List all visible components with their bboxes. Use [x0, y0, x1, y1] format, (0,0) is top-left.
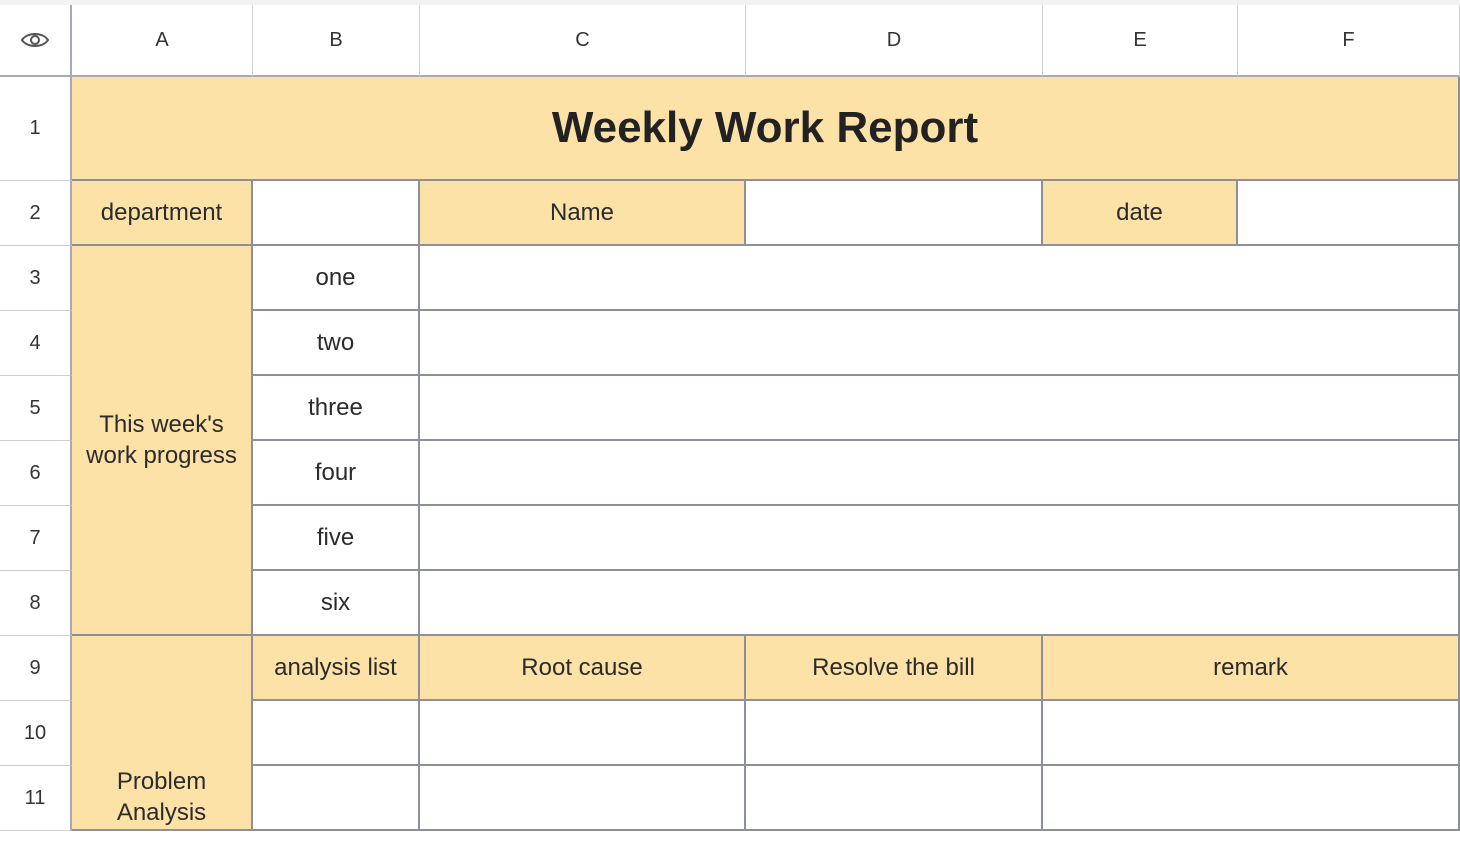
problem-analysis-label-cell[interactable]: Problem Analysis	[72, 636, 253, 831]
column-header-b[interactable]: B	[253, 5, 420, 77]
root-cause-cell[interactable]	[420, 766, 746, 831]
progress-detail-cell[interactable]	[420, 506, 1460, 571]
department-value-cell[interactable]	[253, 181, 420, 246]
row-header-7[interactable]: 7	[0, 506, 72, 571]
column-header-a[interactable]: A	[72, 5, 253, 77]
remark-header[interactable]: remark	[1043, 636, 1460, 701]
root-cause-header[interactable]: Root cause	[420, 636, 746, 701]
row-header-10[interactable]: 10	[0, 701, 72, 766]
name-value-cell[interactable]	[746, 181, 1043, 246]
row-header-3[interactable]: 3	[0, 246, 72, 311]
analysis-cell[interactable]	[253, 766, 420, 831]
progress-label-cell[interactable]: This week's work progress	[72, 246, 253, 636]
progress-item-cell[interactable]: three	[253, 376, 420, 441]
progress-detail-cell[interactable]	[420, 571, 1460, 636]
progress-item-cell[interactable]: six	[253, 571, 420, 636]
row-header-1[interactable]: 1	[0, 77, 72, 181]
row-header-5[interactable]: 5	[0, 376, 72, 441]
row-header-6[interactable]: 6	[0, 441, 72, 506]
select-all-corner[interactable]	[0, 5, 72, 77]
spreadsheet-grid	[0, 5, 1460, 831]
report-title-cell[interactable]: Weekly Work Report	[72, 77, 1460, 181]
date-label-cell[interactable]: date	[1043, 181, 1238, 246]
column-header-c[interactable]: C	[420, 5, 746, 77]
progress-detail-cell[interactable]	[420, 311, 1460, 376]
remark-cell[interactable]	[1043, 701, 1460, 766]
column-header-e[interactable]: E	[1043, 5, 1238, 77]
date-value-cell[interactable]	[1238, 181, 1460, 246]
progress-detail-cell[interactable]	[420, 376, 1460, 441]
column-header-d[interactable]: D	[746, 5, 1043, 77]
progress-item-cell[interactable]: one	[253, 246, 420, 311]
analysis-cell[interactable]	[253, 701, 420, 766]
progress-item-cell[interactable]: two	[253, 311, 420, 376]
progress-detail-cell[interactable]	[420, 246, 1460, 311]
row-header-4[interactable]: 4	[0, 311, 72, 376]
remark-cell[interactable]	[1043, 766, 1460, 831]
progress-detail-cell[interactable]	[420, 441, 1460, 506]
resolve-bill-cell[interactable]	[746, 701, 1043, 766]
row-header-9[interactable]: 9	[0, 636, 72, 701]
column-header-f[interactable]: F	[1238, 5, 1460, 77]
department-label-cell[interactable]: department	[72, 181, 253, 246]
row-header-8[interactable]: 8	[0, 571, 72, 636]
resolve-bill-cell[interactable]	[746, 766, 1043, 831]
row-header-2[interactable]: 2	[0, 181, 72, 246]
eye-icon[interactable]	[20, 30, 50, 50]
analysis-list-header[interactable]: analysis list	[253, 636, 420, 701]
progress-item-cell[interactable]: five	[253, 506, 420, 571]
name-label-cell[interactable]: Name	[420, 181, 746, 246]
resolve-bill-header[interactable]: Resolve the bill	[746, 636, 1043, 701]
progress-item-cell[interactable]: four	[253, 441, 420, 506]
row-header-11[interactable]: 11	[0, 766, 72, 831]
root-cause-cell[interactable]	[420, 701, 746, 766]
